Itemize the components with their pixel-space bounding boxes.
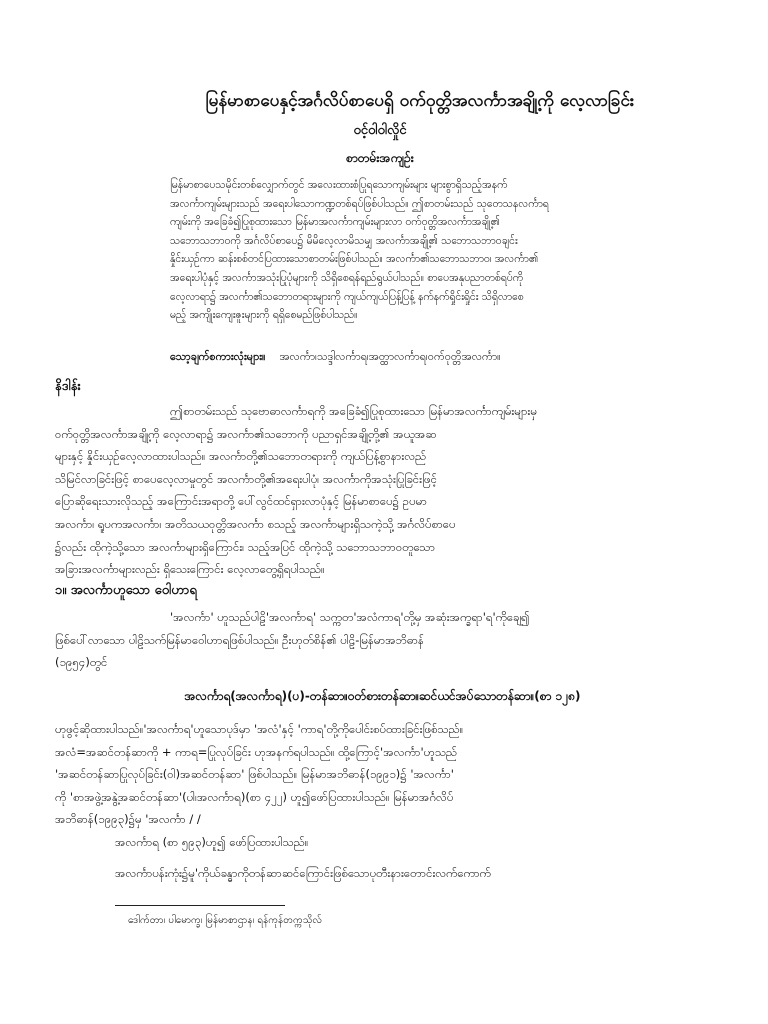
abstract-line: အရေးပါပုံနှင့် အလင်္ကာအသုံးပြုပုံများကို သိရှိစေရန်ရည်ရွယ်ပါသည်။ စာပေအနုပညာတစ်ရပ်ကို: [170, 271, 524, 284]
intro-body: [55, 400, 710, 581]
section-1-heading: ၁။ အလင်္ကာဟူသော ဝေါဟာရ: [55, 583, 197, 598]
footnote: ဒေါက်တာ၊ ပါမောက္ခ၊ မြန်မာစာဌာန၊ ရန်ကုန်တက္ကသိုလ်: [128, 915, 322, 926]
keywords-value: အလင်္ကာ၊သဒ္ဒါလင်္ကာရ၊အတ္ထာလင်္ကာရ၊ဝက်ဝုတ္တိအလင်္ကာ။: [279, 350, 501, 363]
intro-line: အခြားအလင်္ကာများလည်း ရှိသေးကြောင်း လေ့လာတွေ့ရှိရပါသည်။: [55, 562, 325, 577]
abstract-line: သဘောသဘာဝကို အင်္ဂလိပ်စာပေ၌ မိမိလေ့လာမိသမျှ အလင်္ကာအချို့၏ သဘောသဘာဝချင်း: [170, 234, 518, 247]
intro-line: ဝက်ဝုတ္တိအလင်္ကာအချို့ကို လေ့လာရာ၌ အလင်္ကာ၏သဘောကို ပညာရှင်အချို့တို့၏ အယူအဆ: [55, 426, 437, 441]
intro-line: များနှင့် နှိုင်းယှဉ်လေ့လာထားပါသည်။ အလင်္ကာတို့၏သဘောတရားကို ကျယ်ပြန့်စွာနားလည်: [55, 449, 427, 464]
author-name: ဝင့်ဝါဝါလှိုင်: [353, 123, 407, 138]
section-1-line: အလင်္ကာပန်းကုံး၌မူ'ကိုယ်ခန္ဓာကိုတန်ဆာဆင်ကြောင်းဖြစ်သောပုတီးနားတောင်းလက်ကောက်: [115, 865, 491, 880]
intro-line: ပြောဆိုရေးသားလိုသည့် အကြောင်းအရာတို့ ပေါ်လွင်ထင်ရှားလာပုံနှင့် မြန်မာစာပေ၌ ဥပမာ: [55, 494, 427, 509]
section-1-continued: [55, 718, 710, 884]
intro-line: ဤစာတမ်းသည် သုဗောဓာလင်္ကာရကို အခြေခံ၍ပြုစုထားသော မြန်မာအလင်္ကာကျမ်းများမှ: [170, 404, 537, 418]
section-1-line: 'အလင်္ကာ' ဟူသည်ပါဠိ'အလင်္ကာရ' သက္ကတ'အလံကာရ'တို့မှ အဆုံးအက္ခရာ'ရ'ကိုချေ၍: [170, 610, 530, 624]
abstract-line: မြန်မာစာပေသမိုင်းတစ်လျှောက်တွင် အလေးထားစံပြုရသောကျမ်းများ များစွာရှိသည့်အနက်: [170, 179, 508, 191]
footnote-divider: [115, 905, 285, 906]
intro-line: အလင်္ကာ၊ ရူပကအလင်္ကာ၊ အတိသယဝုတ္တိအလင်္ကာ စသည့် အလင်္ကာများရှိသကဲ့သို့ အင်္ဂလိပ်စာပေ: [55, 516, 456, 531]
intro-line: ၌လည်း ထိုကဲ့သို့သော အလင်္ကာများရှိကြောင်း၊ သည့်အပြင် ထိုကဲ့သို့ သဘောသဘာဝတူသော: [55, 539, 436, 554]
abstract-line: အလင်္ကာကျမ်းများသည် အရေးပါသောကဏ္ဍတစ်ရပ်ဖြစ်ပါသည်။ ဤစာတမ်းသည် သုတေသနလင်္ကာရ: [170, 197, 549, 210]
abstract-heading: စာတမ်းအကျဉ်း: [346, 151, 414, 165]
paper-title: မြန်မာစာပေနှင့်အင်္ဂလိပ်စာပေရှိ ဝက်ဝုတ္တိအလင်္ကာအချို့ကို လေ့လာခြင်း: [205, 91, 635, 111]
section-1-line: အလံ=အဆင်တန်ဆာကို + ကာရ=ပြုလုပ်ခြင်း ဟုအနက်ရပါသည်။ ထို့ကြောင့်'အလင်္ကာ'ဟူသည်: [55, 744, 458, 759]
abstract-line: မည့် အကျိုးကျေးဇူးများကို ရရှိစေမည်ဖြစ်ပါသည်။: [170, 309, 358, 322]
section-1-line: 'အဆင်တန်ဆာပြုလုပ်ခြင်း(ဝါ)အဆင်တန်ဆာ' ဖြစ်ပါသည်။ မြန်မာအဘိဓာန်(၁၉၉၁)၌ 'အလင်္ကာ': [55, 767, 454, 782]
section-1-line: ဟုဖွင့်ဆိုထားပါသည်။'အလင်္ကာရ'ဟူသောပုဒ်မှာ 'အလံ'နှင့် 'ကာရ'တို့ကိုပေါင်းစပ်ထားခြင်းဖြစ်သည်။: [55, 722, 464, 736]
abstract-line: နှိုင်းယှဉ်ကာ ဆန်းစစ်တင်ပြထားသောစာတမ်းဖြစ်ပါသည်။ အလင်္ကာ၏သဘောသဘာဝ၊ အလင်္ကာ၏: [170, 253, 539, 266]
intro-line: သိမြင်လာခြင်းဖြင့် စာပေလေ့လာမှုတွင် အလင်္ကာတို့၏အရေးပါပုံ၊ အလင်္ကာကိုအသုံးပြုခြင်းဖြင့်: [55, 471, 437, 486]
section-1-line: (၁၉၅၄)တွင်: [55, 655, 108, 670]
section-1-line: ဖြစ်ပေါ်လာသော ပါဠိသက်မြန်မာဝေါဟာရဖြစ်ပါသည်။ ဦးဟုတ်စိန်၏ ပါဠိ-မြန်မာအဘိဓာန်: [55, 632, 424, 647]
section-1-line: ကို 'စာအဖွဲ့အနွဲ့အဆင်တန်ဆာ'(ပါ၊အလင်္ကာရ)(စာ ၄၂၂) ဟူ၍ဖော်ပြထားပါသည်။ မြန်မာအင်္ဂလိပ်: [55, 789, 454, 804]
intro-heading: နိဒါန်း: [55, 379, 81, 394]
abstract-line: ကျမ်းကို အခြေခံ၍ပြုစုထားသော မြန်မာအလင်္ကာကျမ်းများလာ ဝက်ဝုတ္တိအလင်္ကာအချို့၏: [170, 216, 500, 229]
abstract-line: လေ့လာရာ၌ အလင်္ကာ၏သဘောတရားများကို ကျယ်ကျယ်ပြန့်ပြန့် နက်နက်ရှိုင်းရှိုင်း သိရှိလာစေ: [170, 290, 524, 303]
section-1-line: အဘိဓာန်(၁၉၉၃)၌မှ 'အလင်္ကာ / /: [55, 812, 201, 827]
section-1-body: [55, 606, 710, 674]
dictionary-entry: အလင်္ကာရ(အလင်္ကာရ)(ပ)-တန်ဆာ။ဝတ်စားတန်ဆာ။ဆင်ယင်အပ်သောတန်ဆာ။(စာ ၁၂၈): [184, 689, 581, 703]
abstract-body: [170, 176, 710, 325]
section-1-line: အလင်္ကာရ (စာ ၅၉၃)ဟူ၍ ဖော်ပြထားပါသည်။: [115, 834, 309, 849]
keywords-label: သော့ချက်စကားလုံးများ။: [170, 350, 266, 363]
keywords: [170, 350, 710, 366]
